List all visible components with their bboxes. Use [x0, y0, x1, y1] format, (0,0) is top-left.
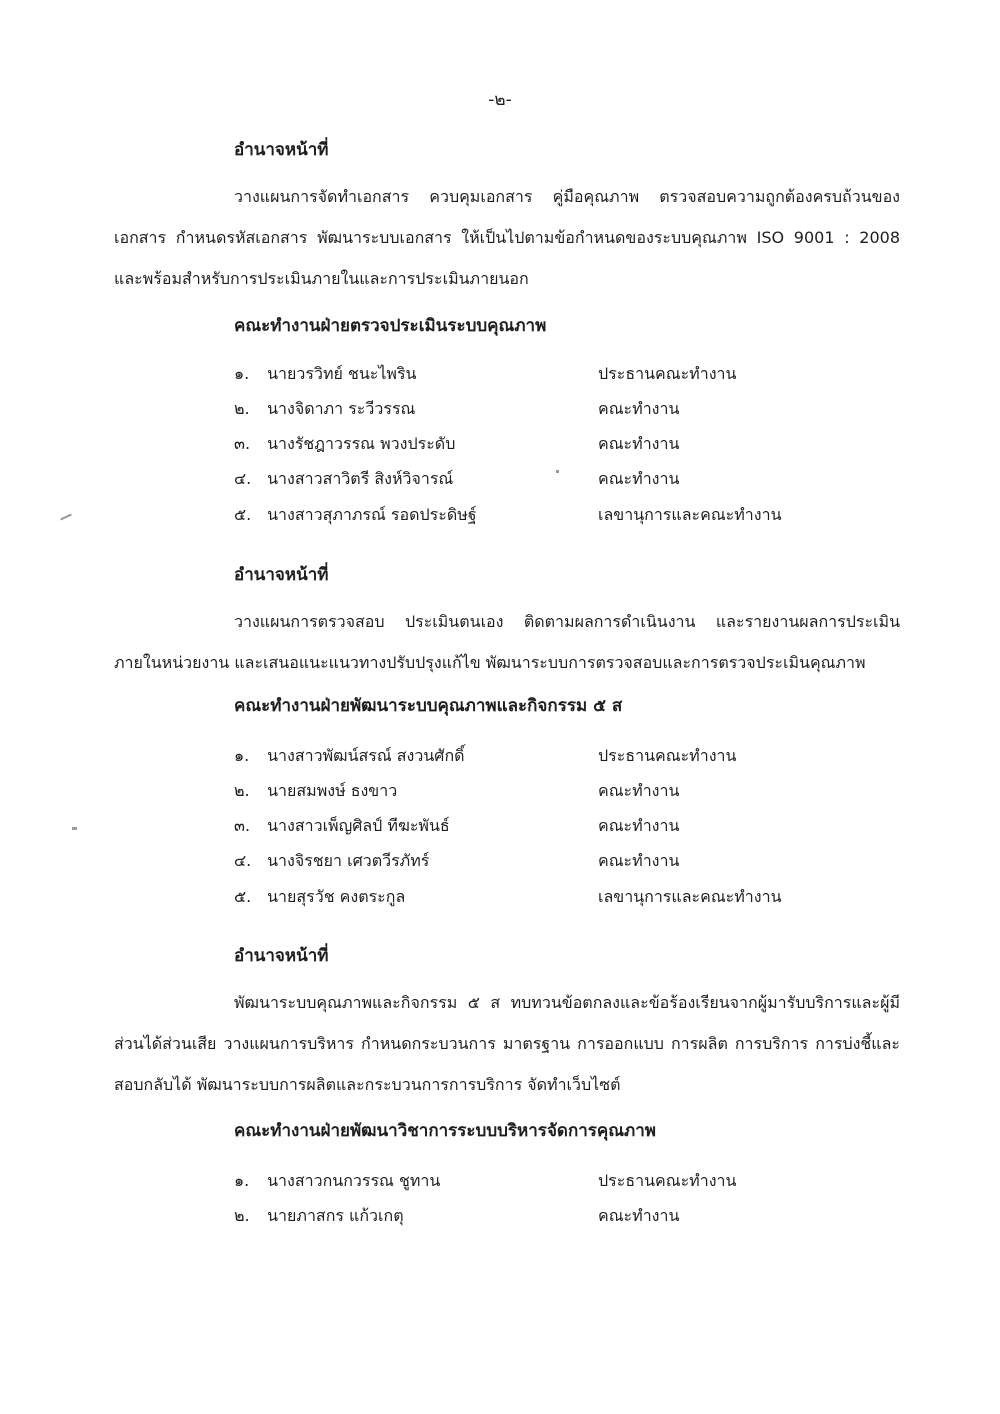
member-row	[234, 1198, 934, 1233]
member-name: นางสาวสุภาภรณ์ รอดประดิษฐ์	[267, 505, 477, 524]
member-name: นายวรวิทย์ ชนะไพริน	[267, 364, 417, 383]
member-number: ๓.	[234, 816, 251, 835]
member-role: เลขานุการและคณะทำงาน	[598, 505, 782, 524]
member-role: ประธานคณะทำงาน	[598, 364, 737, 383]
member-number: ๔.	[234, 469, 252, 488]
member-row	[234, 879, 934, 914]
member-row	[234, 356, 934, 391]
member-row	[234, 391, 934, 426]
team-heading-academic-development: คณะทำงานฝ่ายพัฒนาวิชาการระบบบริหารจัดการคุณภาพ	[234, 1121, 657, 1141]
member-role: คณะทำงาน	[598, 1206, 680, 1225]
member-number: ๕.	[234, 887, 252, 906]
authority-paragraph	[114, 982, 900, 1105]
member-row	[234, 843, 934, 878]
scan-speck	[556, 470, 559, 473]
authority-heading: อำนาจหน้าที่	[234, 140, 329, 160]
member-role: คณะทำงาน	[598, 816, 680, 835]
member-name: นางจิดาภา ระวีวรรณ	[267, 399, 416, 418]
member-row	[234, 1163, 934, 1198]
member-number: ๕.	[234, 505, 252, 524]
member-number: ๓.	[234, 434, 251, 453]
member-name: นายสุรวัช คงตระกูล	[267, 887, 406, 906]
member-role: เลขานุการและคณะทำงาน	[598, 887, 782, 906]
authority-heading: อำนาจหน้าที่	[234, 565, 329, 585]
member-row	[234, 808, 934, 843]
member-name: นางสาวกนกวรรณ ชูทาน	[267, 1171, 441, 1190]
member-number: ๒.	[234, 781, 250, 800]
member-role: คณะทำงาน	[598, 469, 680, 488]
scan-speck	[60, 514, 72, 521]
authority-text: วางแผนการจัดทำเอกสาร ควบคุมเอกสาร คู่มือคุณภาพ ตรวจสอบความถูกต้องครบถ้วนของเอกสาร กำหนดรหัสเอกสาร พัฒนาระบบเอกสาร ให้เป็นไปตามข้อกำหนดของระบบคุณภาพ ISO 9001 : 2008 และพร้อมสำหรับการประเมินภายในและการประเมินภายนอก	[114, 187, 900, 288]
member-number: ๒.	[234, 399, 250, 418]
member-role: คณะทำงาน	[598, 399, 680, 418]
authority-paragraph	[114, 601, 900, 683]
member-name: นายสมพงษ์ ธงขาว	[267, 781, 398, 800]
member-name: นางสาวสาวิตรี สิงห์วิจารณ์	[267, 469, 454, 488]
member-role: ประธานคณะทำงาน	[598, 746, 737, 765]
member-name: นางรัชฎาวรรณ พวงประดับ	[267, 434, 456, 453]
scan-speck	[72, 827, 77, 830]
member-name: นางจิรชยา เศวตวีรภัทร์	[267, 851, 430, 870]
authority-text: พัฒนาระบบคุณภาพและกิจกรรม ๕ ส ทบทวนข้อตกลงและข้อร้องเรียนจากผู้มารับบริการและผู้มีส่วนได้ส่วนเสีย วางแผนการบริหาร กำหนดกระบวนการ มาตรฐาน การออกแบบ การผลิต การบริการ การบ่งชี้และสอบกลับได้ พัฒนาระบบการผลิตและกระบวนการการบริการ จัดทำเว็บไซต์	[114, 993, 900, 1094]
authority-text: วางแผนการตรวจสอบ ประเมินตนเอง ติดตามผลการดำเนินงาน และรายงานผลการประเมินภายในหน่วยงาน และเสนอแนะแนวทางปรับปรุงแก้ไข พัฒนาระบบการตรวจสอบและการตรวจประเมินคุณภาพ	[114, 612, 900, 672]
authority-paragraph	[114, 176, 900, 299]
member-row	[234, 738, 934, 773]
member-row	[234, 773, 934, 808]
member-name: นางสาวเพ็ญศิลป์ ทีฆะพันธ์	[267, 816, 450, 835]
member-number: ๔.	[234, 851, 252, 870]
member-role: คณะทำงาน	[598, 851, 680, 870]
member-name: นายภาสกร แก้วเกตุ	[267, 1206, 404, 1225]
member-row	[234, 461, 934, 496]
member-role: คณะทำงาน	[598, 781, 680, 800]
member-name: นางสาวพัฒน์สรณ์ สงวนศักดิ์	[267, 746, 465, 765]
team-heading-quality-5s: คณะทำงานฝ่ายพัฒนาระบบคุณภาพและกิจกรรม ๕ ส	[234, 696, 623, 716]
member-number: ๑.	[234, 1171, 250, 1190]
member-role: ประธานคณะทำงาน	[598, 1171, 737, 1190]
member-number: ๑.	[234, 364, 250, 383]
member-row	[234, 426, 934, 461]
member-role: คณะทำงาน	[598, 434, 680, 453]
authority-heading: อำนาจหน้าที่	[234, 946, 329, 966]
member-row	[234, 497, 934, 532]
team-heading-quality-audit: คณะทำงานฝ่ายตรวจประเมินระบบคุณภาพ	[234, 316, 547, 336]
member-number: ๒.	[234, 1206, 250, 1225]
page-number: -๒-	[488, 90, 512, 110]
member-number: ๑.	[234, 746, 250, 765]
